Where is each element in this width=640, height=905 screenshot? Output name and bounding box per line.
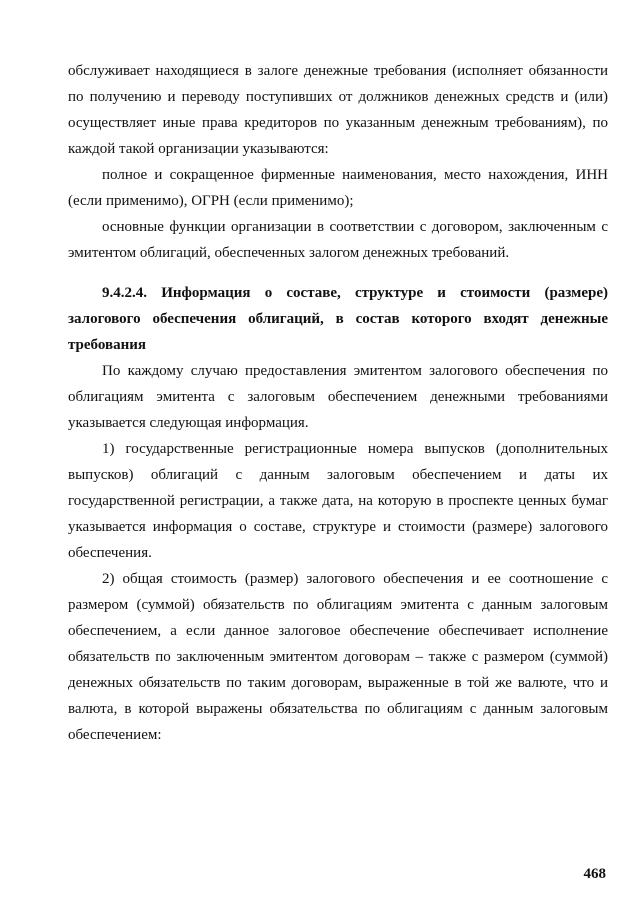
text-line: указывается информация о составе, структуре и стоимости (размере) залогового [68, 519, 608, 535]
text-line: государственной регистрации, а также дата, на которую в проспекте ценных бумаг [68, 493, 608, 509]
text-line: каждой такой организации указываются: [68, 141, 329, 157]
text-line: (если применимо), ОГРН (если применимо); [68, 193, 354, 209]
paragraph [68, 566, 608, 748]
document-body [68, 58, 608, 748]
section-heading [68, 280, 608, 358]
paragraph [68, 436, 608, 566]
text-line: обеспечения. [68, 545, 152, 561]
heading-line: требования [68, 337, 146, 353]
text-line: обеспечением: [68, 727, 162, 743]
text-line: денежных обязательств по таким договорам, выраженные в той же валюте, что и [68, 675, 608, 691]
paragraph [68, 58, 608, 162]
text-line: указывается следующая информация. [68, 415, 309, 431]
text-line: выпусков) облигаций с данным залоговым обеспечением и даты их [68, 467, 608, 483]
page-number: 468 [583, 866, 606, 882]
text-line: по получению и переводу поступивших от должников денежных средств и (или) [68, 89, 608, 105]
paragraph [68, 214, 608, 266]
text-line: размером (суммой) обязательств по облигациям эмитента с данным залоговым [68, 597, 608, 613]
text-line: основные функции организации в соответствии с договором, заключенным с [102, 219, 608, 235]
text-line: 2) общая стоимость (размер) залогового обеспечения и ее соотношение с [102, 571, 608, 587]
text-line: По каждому случаю предоставления эмитентом залогового обеспечения по [102, 363, 608, 379]
paragraph-spacer [68, 266, 608, 280]
text-line: 1) государственные регистрационные номера выпусков (дополнительных [102, 441, 608, 457]
text-line: обеспечением, а если данное залоговое обеспечение обеспечивает исполнение [68, 623, 608, 639]
text-line: осуществляет иные права кредиторов по указанным денежным требованиям), по [68, 115, 608, 131]
text-line: обслуживает находящиеся в залоге денежные требования (исполняет обязанности [68, 63, 608, 79]
text-line: полное и сокращенное фирменные наименования, место нахождения, ИНН [102, 167, 608, 183]
heading-line: 9.4.2.4. Информация о составе, структуре и стоимости (размере) [102, 285, 608, 301]
paragraph [68, 162, 608, 214]
paragraph [68, 358, 608, 436]
heading-line: залогового обеспечения облигаций, в состав которого входят денежные [68, 311, 608, 327]
text-line: обязательств по заключенным эмитентом договорам – также с размером (суммой) [68, 649, 608, 665]
text-line: облигациям эмитента с залоговым обеспечением денежными требованиями [68, 389, 608, 405]
text-line: эмитентом облигаций, обеспеченных залогом денежных требований. [68, 245, 510, 261]
text-line: валюта, в которой выражены обязательства по облигациям с данным залоговым [68, 701, 608, 717]
